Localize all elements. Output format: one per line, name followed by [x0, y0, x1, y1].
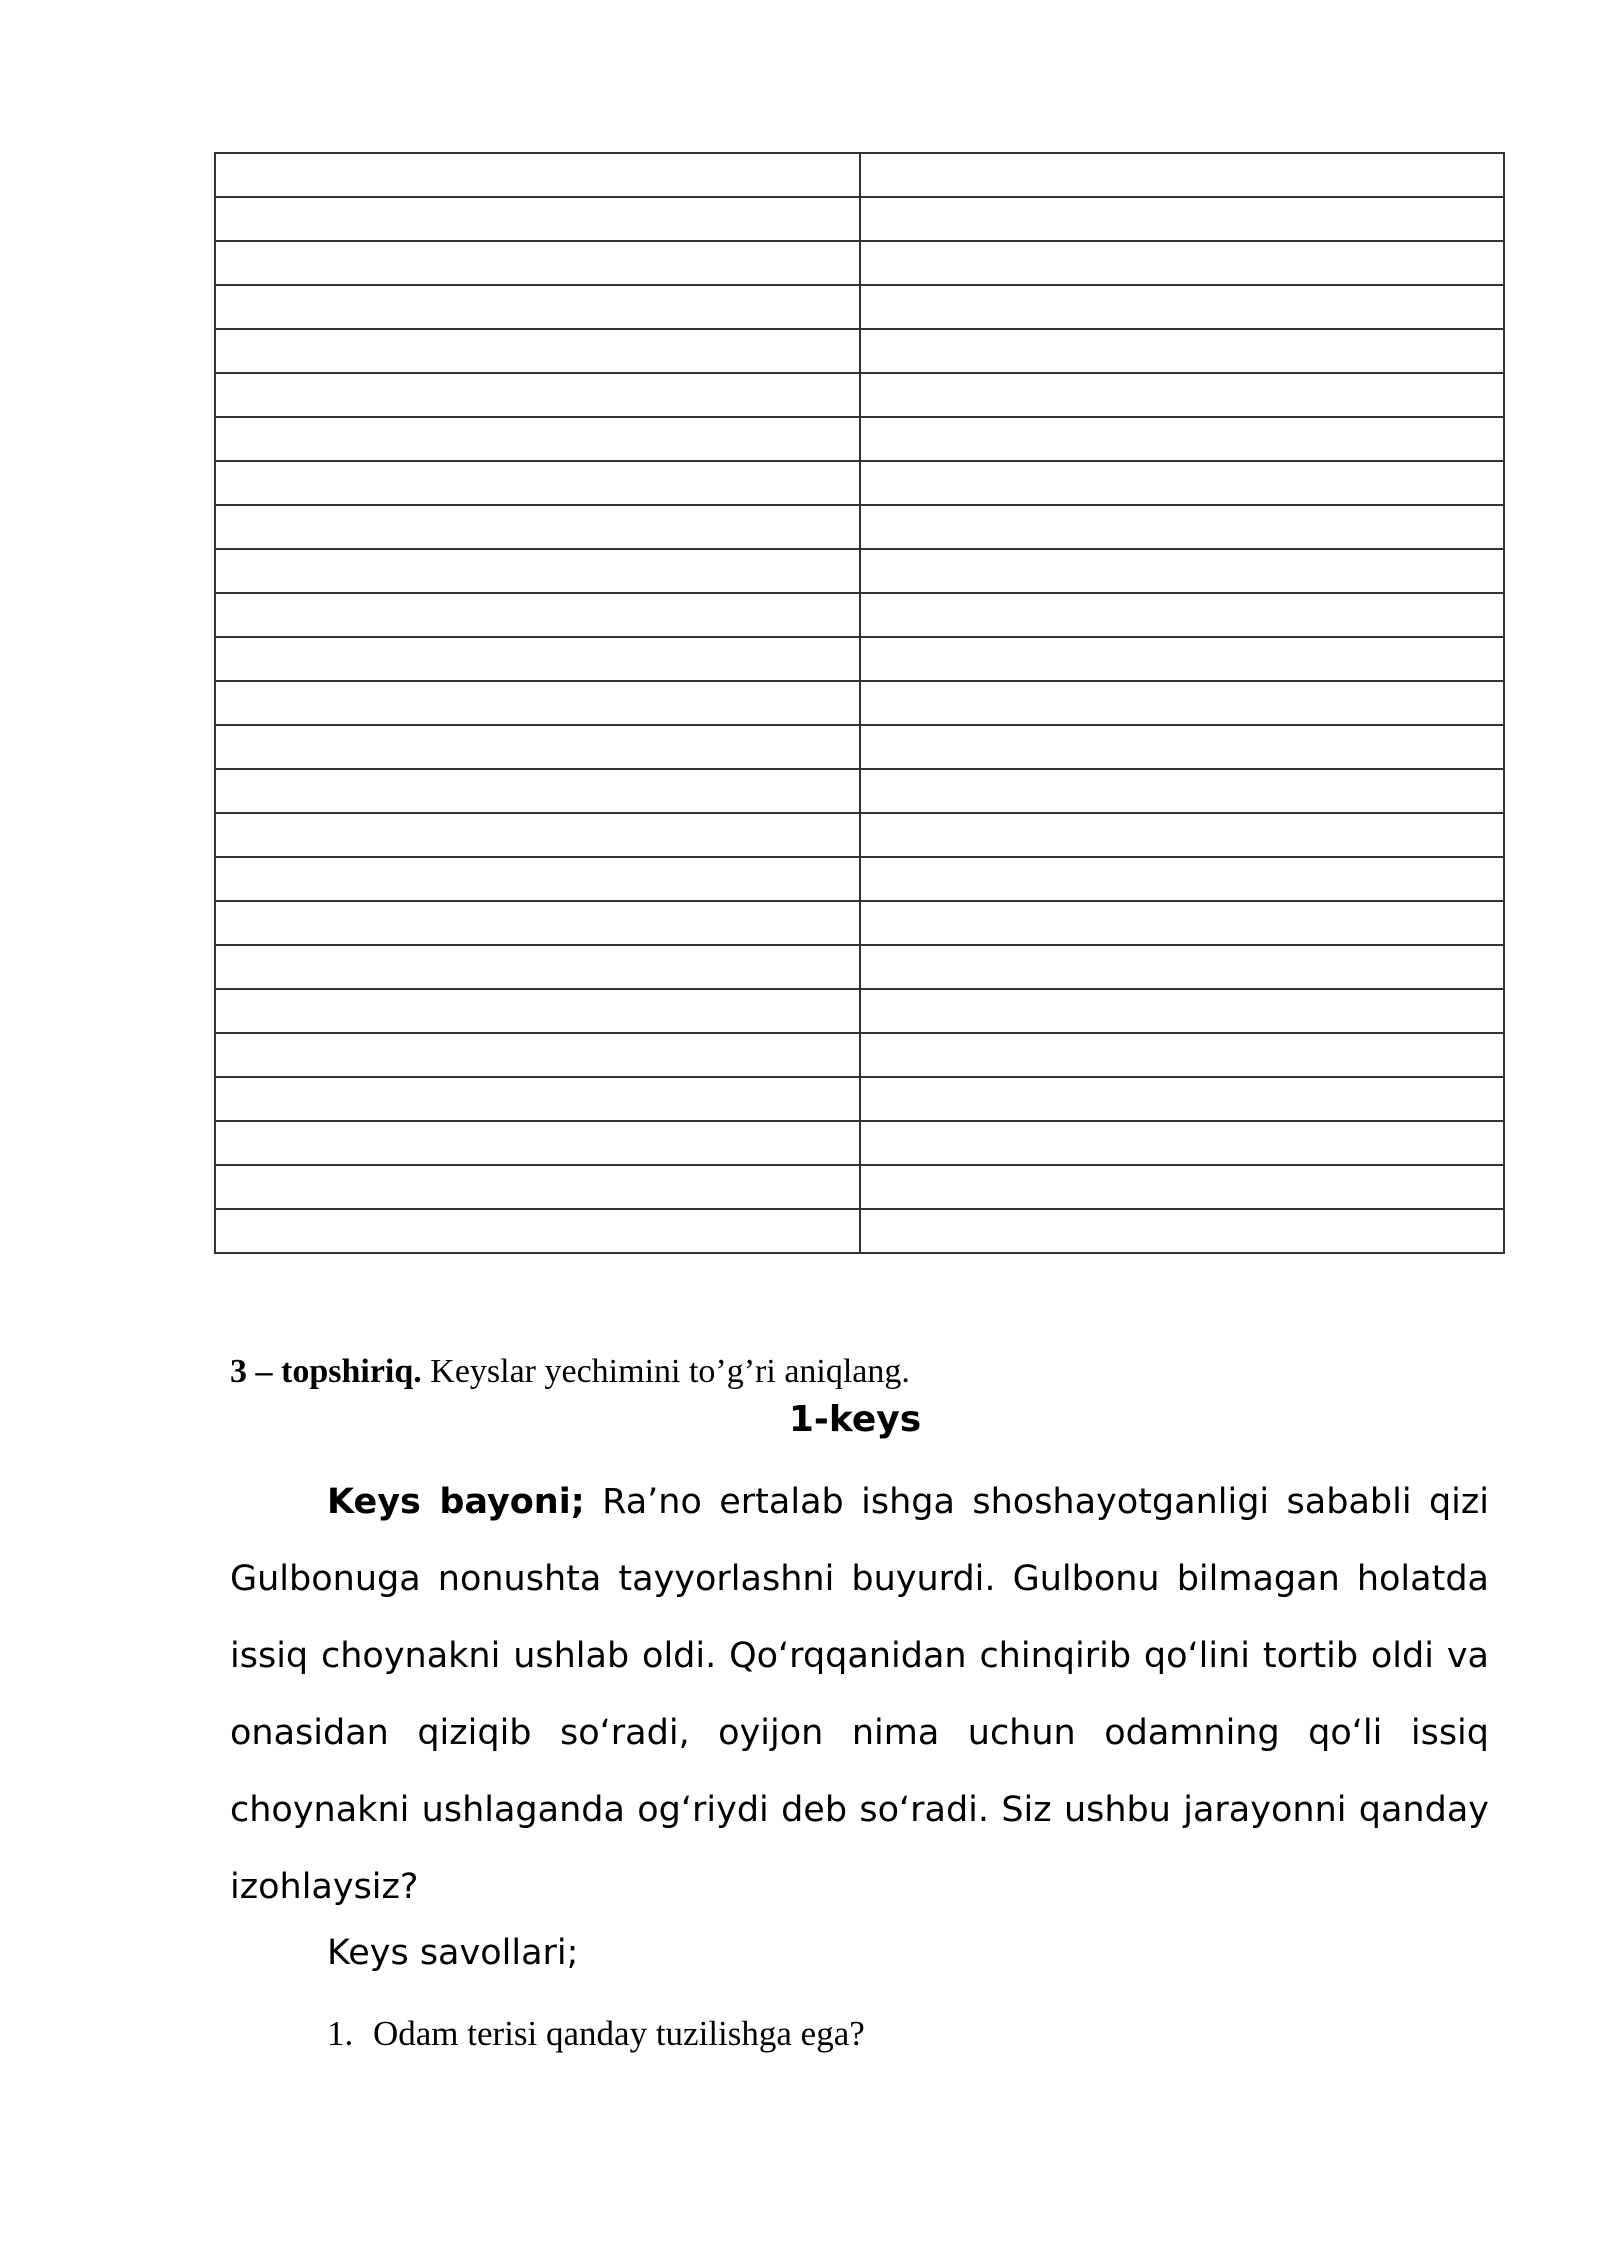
table-cell — [860, 769, 1505, 813]
table-cell — [860, 241, 1505, 285]
table-row — [215, 153, 1504, 197]
case-description — [230, 1464, 1489, 1926]
table-cell — [860, 593, 1505, 637]
table-cell — [860, 329, 1505, 373]
table-row — [215, 549, 1504, 593]
answer-table — [214, 152, 1505, 1254]
table-row — [215, 373, 1504, 417]
table-cell — [860, 1209, 1505, 1253]
table-cell — [860, 1165, 1505, 1209]
table-cell — [215, 681, 860, 725]
table-cell — [860, 549, 1505, 593]
table-row — [215, 285, 1504, 329]
table-cell — [215, 1165, 860, 1209]
table-cell — [215, 373, 860, 417]
table-row — [215, 637, 1504, 681]
table-cell — [215, 1077, 860, 1121]
table-cell — [215, 153, 860, 197]
table-cell — [215, 241, 860, 285]
table-row — [215, 769, 1504, 813]
table-row — [215, 857, 1504, 901]
table-cell — [860, 813, 1505, 857]
table-cell — [215, 1209, 860, 1253]
table-cell — [860, 285, 1505, 329]
table-cell — [860, 197, 1505, 241]
case-question-1 — [327, 2012, 865, 2056]
table-cell — [215, 1033, 860, 1077]
table-cell — [215, 505, 860, 549]
table-cell — [215, 285, 860, 329]
table-cell — [215, 945, 860, 989]
table-cell — [860, 1077, 1505, 1121]
table-row — [215, 1165, 1504, 1209]
table-row — [215, 241, 1504, 285]
table-cell — [860, 461, 1505, 505]
table-row — [215, 461, 1504, 505]
table-cell — [860, 901, 1505, 945]
table-cell — [860, 681, 1505, 725]
table-cell — [860, 725, 1505, 769]
table-cell — [215, 725, 860, 769]
table-row — [215, 505, 1504, 549]
table-cell — [860, 417, 1505, 461]
table-cell — [860, 989, 1505, 1033]
table-row — [215, 417, 1504, 461]
table-cell — [215, 857, 860, 901]
task-text: Keyslar yechimini to’g’ri aniqlang. — [421, 1353, 910, 1390]
table-cell — [215, 813, 860, 857]
table-row — [215, 1209, 1504, 1253]
case-description-lead: Keys bayoni; — [327, 1482, 585, 1522]
table-cell — [860, 1121, 1505, 1165]
table-row — [215, 989, 1504, 1033]
table-cell — [215, 989, 860, 1033]
task-label: – topshiriq. — [247, 1353, 422, 1390]
task-heading — [230, 1352, 910, 1392]
table-cell — [860, 1033, 1505, 1077]
answer-table-body — [215, 153, 1504, 1253]
table-cell — [215, 637, 860, 681]
table-cell — [215, 549, 860, 593]
table-row — [215, 945, 1504, 989]
case-description-body: Ra’no ertalab ishga shoshayotganligi sababli qizi Gulbonuga nonushta tayyorlashni buyurdi. Gulbonu bilmagan holatda issiq choynakni ushlab oldi. Qo‘rqqanidan chinqirib qo‘lini tortib oldi va onasidan qiziqib so‘radi, oyijon nima uchun odamning qo‘li issiq choynakni ushlaganda og‘riydi deb so‘radi. Siz ushbu jarayonni qanday izohlaysiz? — [230, 1482, 1490, 1907]
case-questions-heading: Keys savollari; — [327, 1933, 579, 1973]
table-cell — [215, 329, 860, 373]
table-cell — [860, 945, 1505, 989]
table-cell — [860, 637, 1505, 681]
case-title: 1-keys — [788, 1399, 922, 1440]
table-cell — [215, 417, 860, 461]
table-cell — [860, 857, 1505, 901]
table-cell — [215, 1121, 860, 1165]
table-row — [215, 725, 1504, 769]
table-cell — [860, 505, 1505, 549]
table-cell — [215, 769, 860, 813]
table-row — [215, 681, 1504, 725]
table-cell — [860, 373, 1505, 417]
table-row — [215, 329, 1504, 373]
table-row — [215, 197, 1504, 241]
table-row — [215, 901, 1504, 945]
table-cell — [215, 197, 860, 241]
table-cell — [215, 593, 860, 637]
table-row — [215, 813, 1504, 857]
table-cell — [860, 153, 1505, 197]
table-row — [215, 1121, 1504, 1165]
table-cell — [215, 901, 860, 945]
case-question-text: Odam terisi qanday tuzilishga ega? — [373, 2014, 865, 2053]
table-cell — [215, 461, 860, 505]
case-question-number: 1. — [327, 2014, 354, 2053]
table-row — [215, 1077, 1504, 1121]
table-row — [215, 1033, 1504, 1077]
task-number: 3 — [230, 1353, 247, 1390]
table-row — [215, 593, 1504, 637]
